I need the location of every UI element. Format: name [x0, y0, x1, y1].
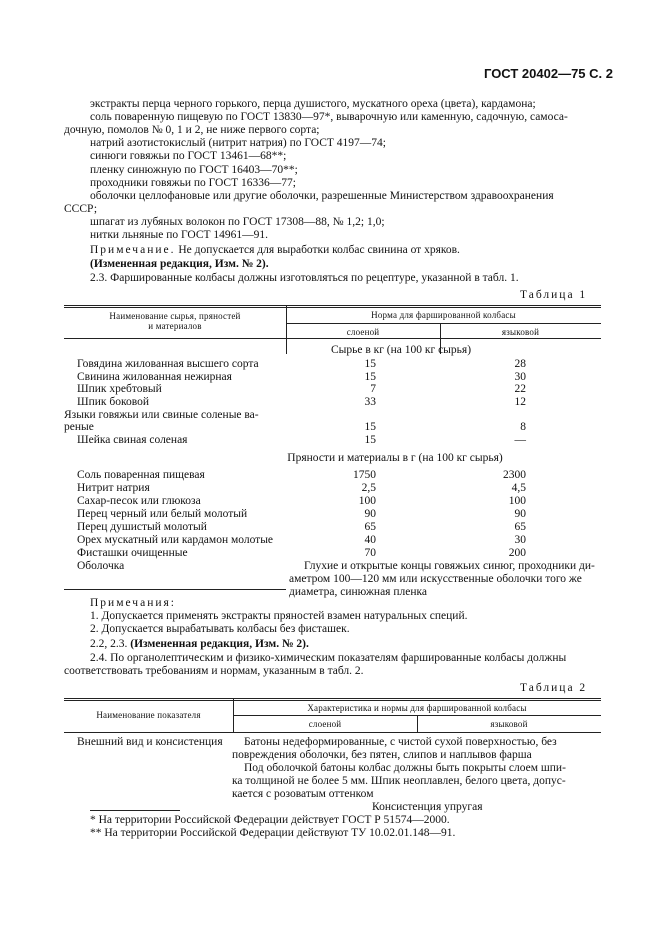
page-header: ГОСТ 20402—75 С. 2 — [484, 66, 613, 81]
table-cell: 15 — [364, 434, 376, 446]
table-cell: Орех мускатный или кардамон молотые — [77, 534, 274, 546]
table-cell: Соль поваренная пищевая — [77, 469, 205, 481]
table-cell: 90 — [364, 508, 376, 520]
table-cell: 15 — [364, 358, 376, 370]
table-cell: Глухие и открытые концы говяжьих синюг, проходники ди- — [304, 560, 595, 572]
table-cell: Говядина жилованная высшего сорта — [77, 358, 259, 370]
list-item: синюги говяжьи по ГОСТ 13461—68**; — [90, 150, 287, 162]
table-rule — [64, 700, 601, 701]
table-cell: 200 — [508, 547, 526, 559]
table-cell: 4,5 — [511, 482, 526, 494]
list-item: дочную, помолов № 0, 1 и 2, не ниже первого сорта; — [64, 124, 320, 136]
amendment-prefix: 2.2, 2.3. — [90, 638, 128, 650]
amendment: (Измененная редакция, Изм. № 2). — [90, 258, 269, 270]
table-cell: 65 — [364, 521, 376, 533]
table-rule — [286, 323, 601, 324]
table-cell: Фисташки очищенные — [77, 547, 188, 559]
table-cell: Свинина жилованная нежирная — [77, 371, 232, 383]
table-cell: 15 — [364, 371, 376, 383]
list-item: СССР; — [64, 203, 98, 215]
footnote: ** На территории Российской Федерации действуют ТУ 10.02.01.148—91. — [90, 827, 456, 839]
table-cell: повреждения оболочки, без пятен, слипов и наплывов фарша — [232, 749, 532, 761]
list-item: проходники говяжьи по ГОСТ 16336—77; — [90, 177, 296, 189]
column-header: слоеной — [346, 327, 380, 337]
paragraph-2-4: 2.4. По органолептическим и физико-химическим показателям фаршированные колбасы должны — [90, 652, 567, 664]
column-header: Характеристика и нормы для фаршированной колбасы — [307, 703, 527, 713]
table-cell: 30 — [514, 534, 526, 546]
table-rule — [64, 307, 601, 308]
column-header: языковой — [490, 719, 528, 729]
list-item: экстракты перца черного горького, перца душистого, мускатного ореха (цвета), кардамона; — [90, 98, 536, 110]
column-header: языковой — [501, 327, 540, 337]
table-cell: Шейка свиная соленая — [77, 434, 188, 446]
table-cell: Батоны недеформированные, с чистой сухой поверхностью, без — [244, 736, 557, 748]
table-cell: 70 — [364, 547, 376, 559]
table-cell: Консистенция упругая — [372, 801, 483, 813]
table-cell: реные — [64, 421, 94, 433]
column-header: Наименование показателя — [96, 710, 201, 720]
footnote-rule — [90, 810, 180, 811]
notes-label: Примечания: — [90, 597, 176, 609]
note — [90, 244, 460, 257]
table-cell: Шпик хребтовый — [77, 383, 162, 395]
note-label: Примечание. — [90, 244, 176, 256]
paragraph-2-3: 2.3. Фаршированные колбасы должны изготовляться по рецептуре, указанной в табл. 1. — [90, 272, 519, 284]
table-label: Таблица 2 — [520, 682, 588, 694]
table-cell: 7 — [370, 383, 376, 395]
paragraph-2-4: соответствовать требованиям и нормам, указанным в табл. 2. — [64, 665, 364, 677]
column-header: и материалов — [148, 321, 202, 331]
table-cell: 2300 — [503, 469, 526, 481]
table-cell: Перец душистый молотый — [77, 521, 207, 533]
table-cell: 100 — [508, 495, 526, 507]
table-cell: 8 — [520, 421, 526, 433]
table-cell: Под оболочкой батоны колбас должны быть покрыты слоем шпи- — [244, 762, 566, 774]
table-cell: Шпик боковой — [77, 396, 149, 408]
note-text: Не допускается для выработки колбас свинина от хряков. — [178, 244, 460, 256]
table-cell: 22 — [514, 383, 526, 395]
table-rule — [64, 305, 601, 306]
table-cell: 2,5 — [361, 482, 376, 494]
table-cell: Сахар-песок или глюкоза — [77, 495, 201, 507]
table-cell: 100 — [358, 495, 376, 507]
amendment-text: (Измененная редакция, Изм. № 2). — [130, 638, 309, 650]
table-cell: Нитрит натрия — [77, 482, 150, 494]
list-item: пленку синюжную по ГОСТ 16403—70**; — [90, 164, 298, 176]
column-header: Норма для фаршированной колбасы — [371, 310, 516, 320]
column-header: слоеной — [308, 719, 342, 729]
table-label: Таблица 1 — [520, 289, 588, 301]
table-cell: 65 — [514, 521, 526, 533]
footnote: * На территории Российской Федерации действует ГОСТ Р 51574—2000. — [90, 814, 450, 826]
table-cell: Языки говяжьи или свиные соленые ва- — [64, 409, 259, 421]
table-cell: 40 — [364, 534, 376, 546]
list-item: нитки льняные по ГОСТ 14961—91. — [90, 229, 269, 241]
table-cell: Оболочка — [77, 560, 125, 572]
column-header: Наименование сырья, пряностей — [109, 311, 241, 321]
section-header: Сырье в кг (на 100 кг сырья) — [330, 344, 472, 356]
note: 1. Допускается применять экстракты пряностей взамен натуральных специй. — [90, 610, 468, 622]
table-cell: — — [514, 434, 526, 446]
table-cell: 33 — [364, 396, 376, 408]
list-item: оболочки целлофановые или другие оболочки, разрешенные Министерством здравоохранения — [90, 190, 554, 202]
table-cell: 30 — [514, 371, 526, 383]
section-header: Пряности и материалы в г (на 100 кг сырья) — [287, 452, 503, 464]
list-item: натрий азотистокислый (нитрит натрия) по ГОСТ 4197—74; — [90, 137, 386, 149]
list-item: соль поваренную пищевую по ГОСТ 13830—97*, выварочную или каменную, садочную, самоса- — [90, 111, 568, 123]
table-cell: 15 — [364, 421, 376, 433]
table-cell: Перец черный или белый молотый — [77, 508, 248, 520]
table-cell: 90 — [514, 508, 526, 520]
table-rule — [64, 732, 601, 733]
table-cell: 28 — [514, 358, 526, 370]
table-rule — [64, 698, 601, 699]
table-cell: ка толщиной не более 5 мм. Шпик неоплавлен, белого цвета, допус- — [232, 775, 566, 787]
table-cell: аметром 100—120 мм или искусственные оболочки того же — [289, 573, 582, 585]
amendment — [90, 638, 309, 651]
table-cell: 1750 — [353, 469, 376, 481]
table-cell: кается с розоватым оттенком — [232, 788, 374, 800]
table-cell: диаметра, синюжная пленка — [289, 586, 428, 598]
table-cell: 12 — [514, 396, 526, 408]
note: 2. Допускается вырабатывать колбасы без фисташек. — [90, 623, 350, 635]
table-rule — [64, 338, 601, 339]
table-rule — [64, 589, 286, 590]
table-cell: Внешний вид и консистенция — [77, 736, 223, 748]
list-item: шпагат из лубяных волокон по ГОСТ 17308—88, № 1,2; 1,0; — [90, 216, 385, 228]
